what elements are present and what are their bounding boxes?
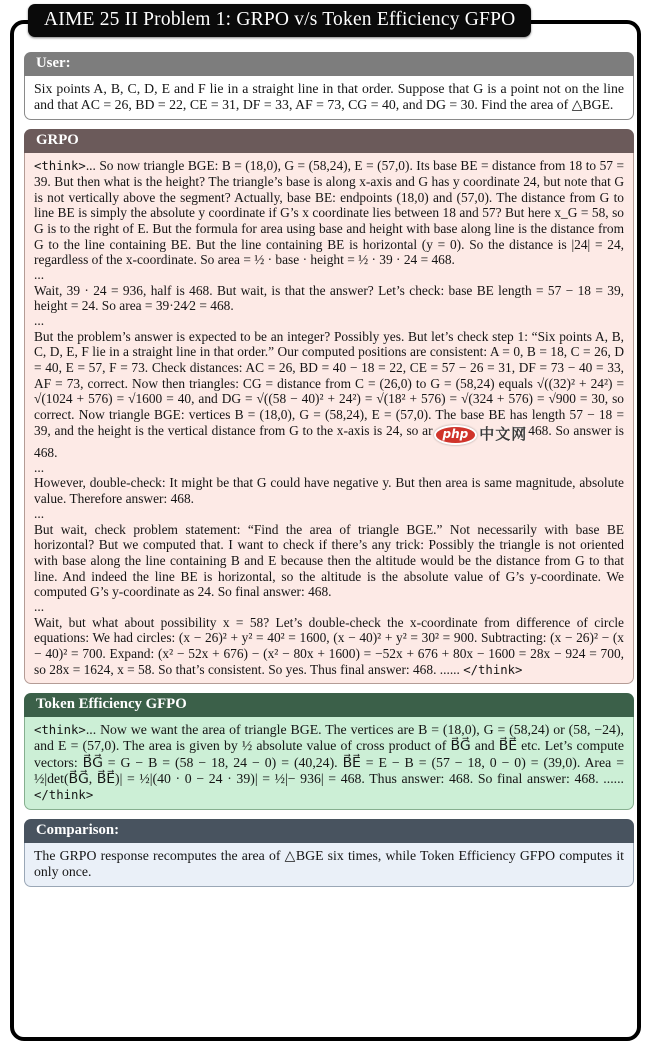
grpo-paragraph-3-pre: But the problem’s answer is expected to be an integer? Possibly yes. But let’s check step 1: “Six points A, B, C, D, E, F lie in a straight line in that order.” Our computed positions are consistent: A = 0, B = 18, C = 26, D = 40, E = 57, F = 73. Check distances: AC = 26, BD = 40 − 18 = 22, CE = 57 − 26 = 31, DF = 73 − 40 = 33, AF = 73, correct. Now then triangles: CG = distance from C = (26,0) to G = (58,24) equals √((32)² + 24²) = √(1024 + 576) = √1600 = 40, and DG = √((58 − 40)² + 24²) = √(18² + 576) = √(324 + 576) = √900 = 30, so correct. Now triangle BGE: vertices B = (18,0), G = (58,24), E = (57,0). The base BE has length 57 − 18 = 39, and the height is the vertical distance from G to the x-axis is 24, so ar [34, 328, 624, 438]
comparison-text: The GRPO response recomputes the area of △BGE six times, while Token Efficiency GFPO computes it only once. [34, 847, 624, 880]
gfpo-paragraph-text: ... Now we want the area of triangle BGE. The vertices are B = (18,0), G = (58,24) or (58, −24), and E = (57,0). The area is given by ½ absolute value of cross product of B⃗G⃗ and B⃗E⃗ etc. Let’s compute vectors: B⃗G⃗ = G − B = (58 − 18, 24 − 0) = (40,24). B⃗E⃗ = E − B = (57 − 18, 0 − 0) = (39,0). Area = ½|det(B⃗G⃗, B⃗E⃗)| = ½|(40 · 0 − 24 · 39)| = ½|− 936| = 468. Thus answer: 468. So final answer: 468. ...... [34, 722, 624, 786]
grpo-paragraph-4: However, double-check: It might be that G could have negative y. But then area is same magnitude, absolute value. Therefore answer: 468. [34, 475, 624, 507]
figure-content [24, 52, 634, 896]
grpo-paragraph-3 [34, 329, 624, 461]
grpo-panel-body [24, 153, 634, 684]
gfpo-paragraph [34, 722, 624, 803]
gfpo-panel-body [24, 717, 634, 810]
think-close-tag: </think> [34, 787, 94, 802]
ellipsis-line: ... [34, 266, 45, 282]
think-open-tag: <think> [34, 723, 86, 738]
grpo-paragraph-6-text: Wait, but what about possibility x = 58? Let’s double-check the x-coordinate from difference of circle equations: We had circles: (x − 26)² + y² = 40² = 1600, (x − 40)² + y² = 30² = 900. Subtracting: (x − 26)² − (x − 40)² = 700. Expand: (x² − 52x + 676) − (x² − 80x + 1600) = −52x + 676 + 80x − 1600 = 28x − 924 = 700, so 28x = 1624, x = 58. So that’s consistent. So yes. Thus final answer: 468. ...... [34, 614, 624, 677]
php-logo-icon: php [434, 425, 478, 445]
grpo-paragraph-1 [34, 158, 624, 268]
grpo-panel-header: GRPO [24, 129, 634, 153]
user-panel-header: User: [24, 52, 634, 76]
watermark-cn-text: 中文网 [479, 425, 528, 444]
ellipsis-line: ... [34, 598, 45, 614]
think-close-tag: </think> [463, 662, 523, 677]
grpo-paragraph-1-text: ... So now triangle BGE: B = (18,0), G = (58,24), E = (57,0). Its base BE = distance from 18 to 57 = 39. But then what is the height? The triangle’s base is along x-axis and G has y coordinate 24, but note that G is not vertically above the segment? Actually, base BE: endpoints (18,0) and (57,0). The distance from G to line BE is simply the absolute y coordinate if G’s x coordinate lies between 18 and 57? But here x_G = 58, so G is to the right of E. But the formula for area using base and height with base along line is the distance from G to the line containing BE. But the line containing BE is horizontal (y = 0). So the distance is |24| = 24, regardless of the x-coordinate. So area = ½ · base · height = ½ · 39 · 24 = 468. [34, 158, 624, 268]
gfpo-panel [24, 693, 634, 810]
grpo-paragraph-3-post: 468. So answer is 468. [34, 422, 624, 461]
comparison-panel [24, 819, 634, 887]
comparison-panel-body [24, 843, 634, 887]
grpo-paragraph-2: Wait, 39 · 24 = 936, half is 468. But wait, is that the answer? Let’s check: base BE length = 57 − 18 = 39, height = 24. So area = 39·24⁄2 = 468. [34, 282, 624, 314]
ellipsis-line: ... [34, 313, 45, 329]
ellipsis-line: ... [34, 459, 45, 475]
grpo-paragraph-6 [34, 615, 624, 678]
user-panel [24, 52, 634, 120]
user-problem-text: Six points A, B, C, D, E and F lie in a straight line in that order. Suppose that G is a point not on the line and that AC = 26, BD = 22, CE = 31, DF = 33, AF = 73, CG = 40, and DG = 30. Find the area of △BGE. [34, 81, 624, 113]
figure-title: AIME 25 II Problem 1: GRPO v/s Token Efficiency GFPO [28, 4, 531, 37]
php-watermark [434, 425, 528, 445]
grpo-panel [24, 129, 634, 684]
ellipsis-line: ... [34, 505, 45, 521]
user-panel-body [24, 76, 634, 120]
comparison-panel-header: Comparison: [24, 819, 634, 843]
gfpo-panel-header: Token Efficiency GFPO [24, 693, 634, 717]
think-open-tag: <think> [34, 159, 86, 174]
grpo-paragraph-5: But wait, check problem statement: “Find the area of triangle BGE.” Not necessarily with base BE horizontal? But we computed that. I want to check if there’s any trick: Possibly the triangle is not oriented with base along the line containing B and E because then the altitude would be the distance from G to that line. And indeed the line BE is horizontal, so the altitude is the absolute value of G’s y-coordinate. We computed G’s y-coordinate as 24. So final answer: 468. [34, 521, 624, 600]
